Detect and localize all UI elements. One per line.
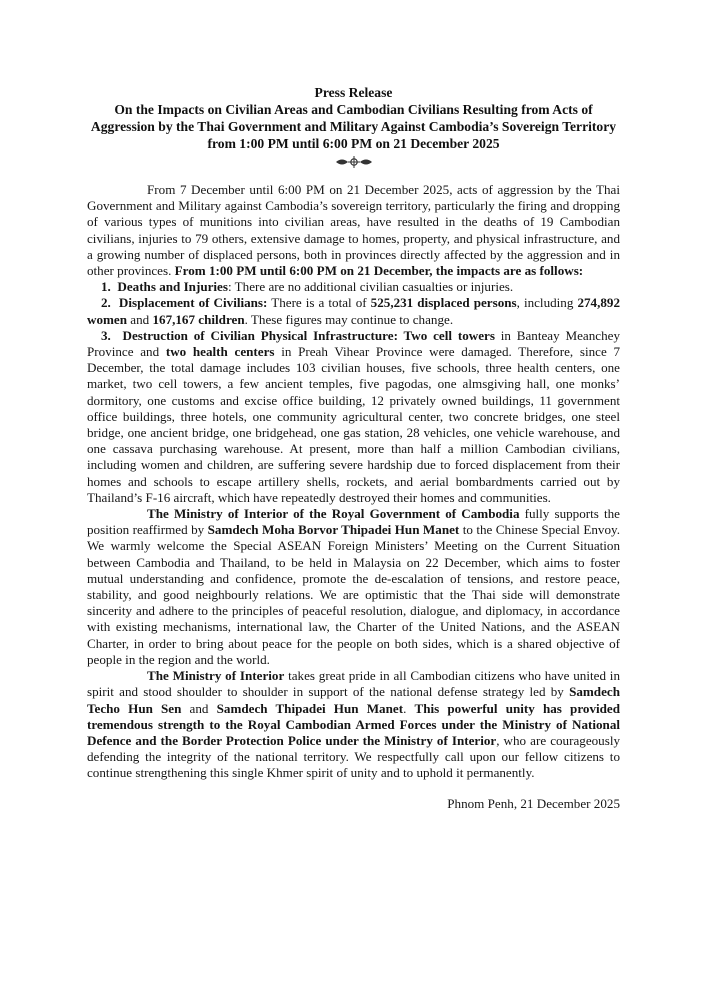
unity-paragraph: The Ministry of Interior takes great pride in all Cambodian citizens who have united in spirit and stood shoulder to shoulder in support of the national defense strategy led by Samdech Techo Hun Sen and Samdech Thipadei Hun Manet. This powerful unity has provided tremendous strength to the Royal Cambodian Armed Forces under the Ministry of National Defence and the Border Protection Police under the Ministry of Interior, who are courageously defending the integrity of the national territory. We respectfully call upon our fellow citizens to continue strengthening this single Khmer spirit of unity and to uphold it permanently.	[87, 668, 621, 781]
list-item-2: 2. Displacement of Civilians: There is a total of 525,231 displaced persons, including 274,892 women and 167,167 children. These figures may continue to change.	[87, 295, 621, 327]
list-item-1: 1. Deaths and Injuries: There are no additional civilian casualties or injuries.	[101, 279, 514, 295]
list-item-3: 3. Destruction of Civilian Physical Infrastructure: Two cell towers in Banteay Meanchey Province and two health centers in Preah Vihear Province were damaged. Therefore, since 7 December, the total damage includes 103 civilian houses, five schools, three health centers, one market, two cell towers, a few ancient temples, five pagodas, one almsgiving hall, one monks’ dormitory, one customs and excise office building, 12 privately owned buildings, 11 government office buildings, three hotels, one community agricultural center, two concrete bridges, one steel bridge, one ancient bridge, one bridgehead, one gas station, 28 vehicles, one vehicle warehouse, and one cassava purchasing warehouse. At present, more than half a million Cambodian civilians, including women and children, are suffering severe hardship due to forced displacement from their homes and schools to escape artillery shells, rockets, and aerial bombardments carried out by Thailand’s F-16 aircraft, which have repeatedly destroyed their homes and communities.	[87, 327, 621, 505]
document-body	[87, 182, 620, 812]
support-paragraph: The Ministry of Interior of the Royal Government of Cambodia fully supports the position reaffirmed by Samdech Moha Borvor Thipadei Hun Manet to the Chinese Special Envoy. We warmly welcome the Special ASEAN Foreign Ministers’ Meeting on the Current Situation between Cambodia and Thailand, to be held in Malaysia on 22 December, which aims to foster mutual understanding and confidence, promote the de-escalation of tensions, and restore peace, stability, and good neighbourly relations. We are optimistic that the Thai side will demonstrate sincerity and adhere to the principles of peaceful resolution, dialogue, and diplomacy, in accordance with existing mechanisms, international law, the Charter of the United Nations, and the ASEAN Charter, in order to bring about peace for the people on both sides, which is a shared objective of people in the region and the world.	[87, 506, 620, 667]
header	[87, 84, 620, 152]
flourish-icon	[334, 155, 374, 169]
signature-line: Phnom Penh, 21 December 2025	[447, 795, 620, 811]
ornament-divider	[87, 155, 620, 173]
press-release-subtitle: On the Impacts on Civilian Areas and Cambodian Civilians Resulting from Acts of Aggression by the Thai Government and Military Against Cambodia’s Sovereign Territory from 1:00 PM until 6:00 PM on 21 December 2025	[90, 102, 617, 151]
press-release-title: Press Release	[314, 85, 393, 100]
intro-paragraph: From 7 December until 6:00 PM on 21 December 2025, acts of aggression by the Thai Government and Military against Cambodia’s sovereign territory, particularly the firing and dropping of various types of munitions into civilian areas, have resulted in the deaths of 19 Cambodian civilians, injuries to 79 others, extensive damage to homes, property, and physical infrastructure, and a growing number of displaced persons, both in provinces directly affected by the aggression and in other provinces. From 1:00 PM until 6:00 PM on 21 December, the impacts are as follows:	[87, 182, 620, 279]
intro-bold: From 1:00 PM until 6:00 PM on 21 December, the impacts are as follows:	[174, 263, 584, 279]
